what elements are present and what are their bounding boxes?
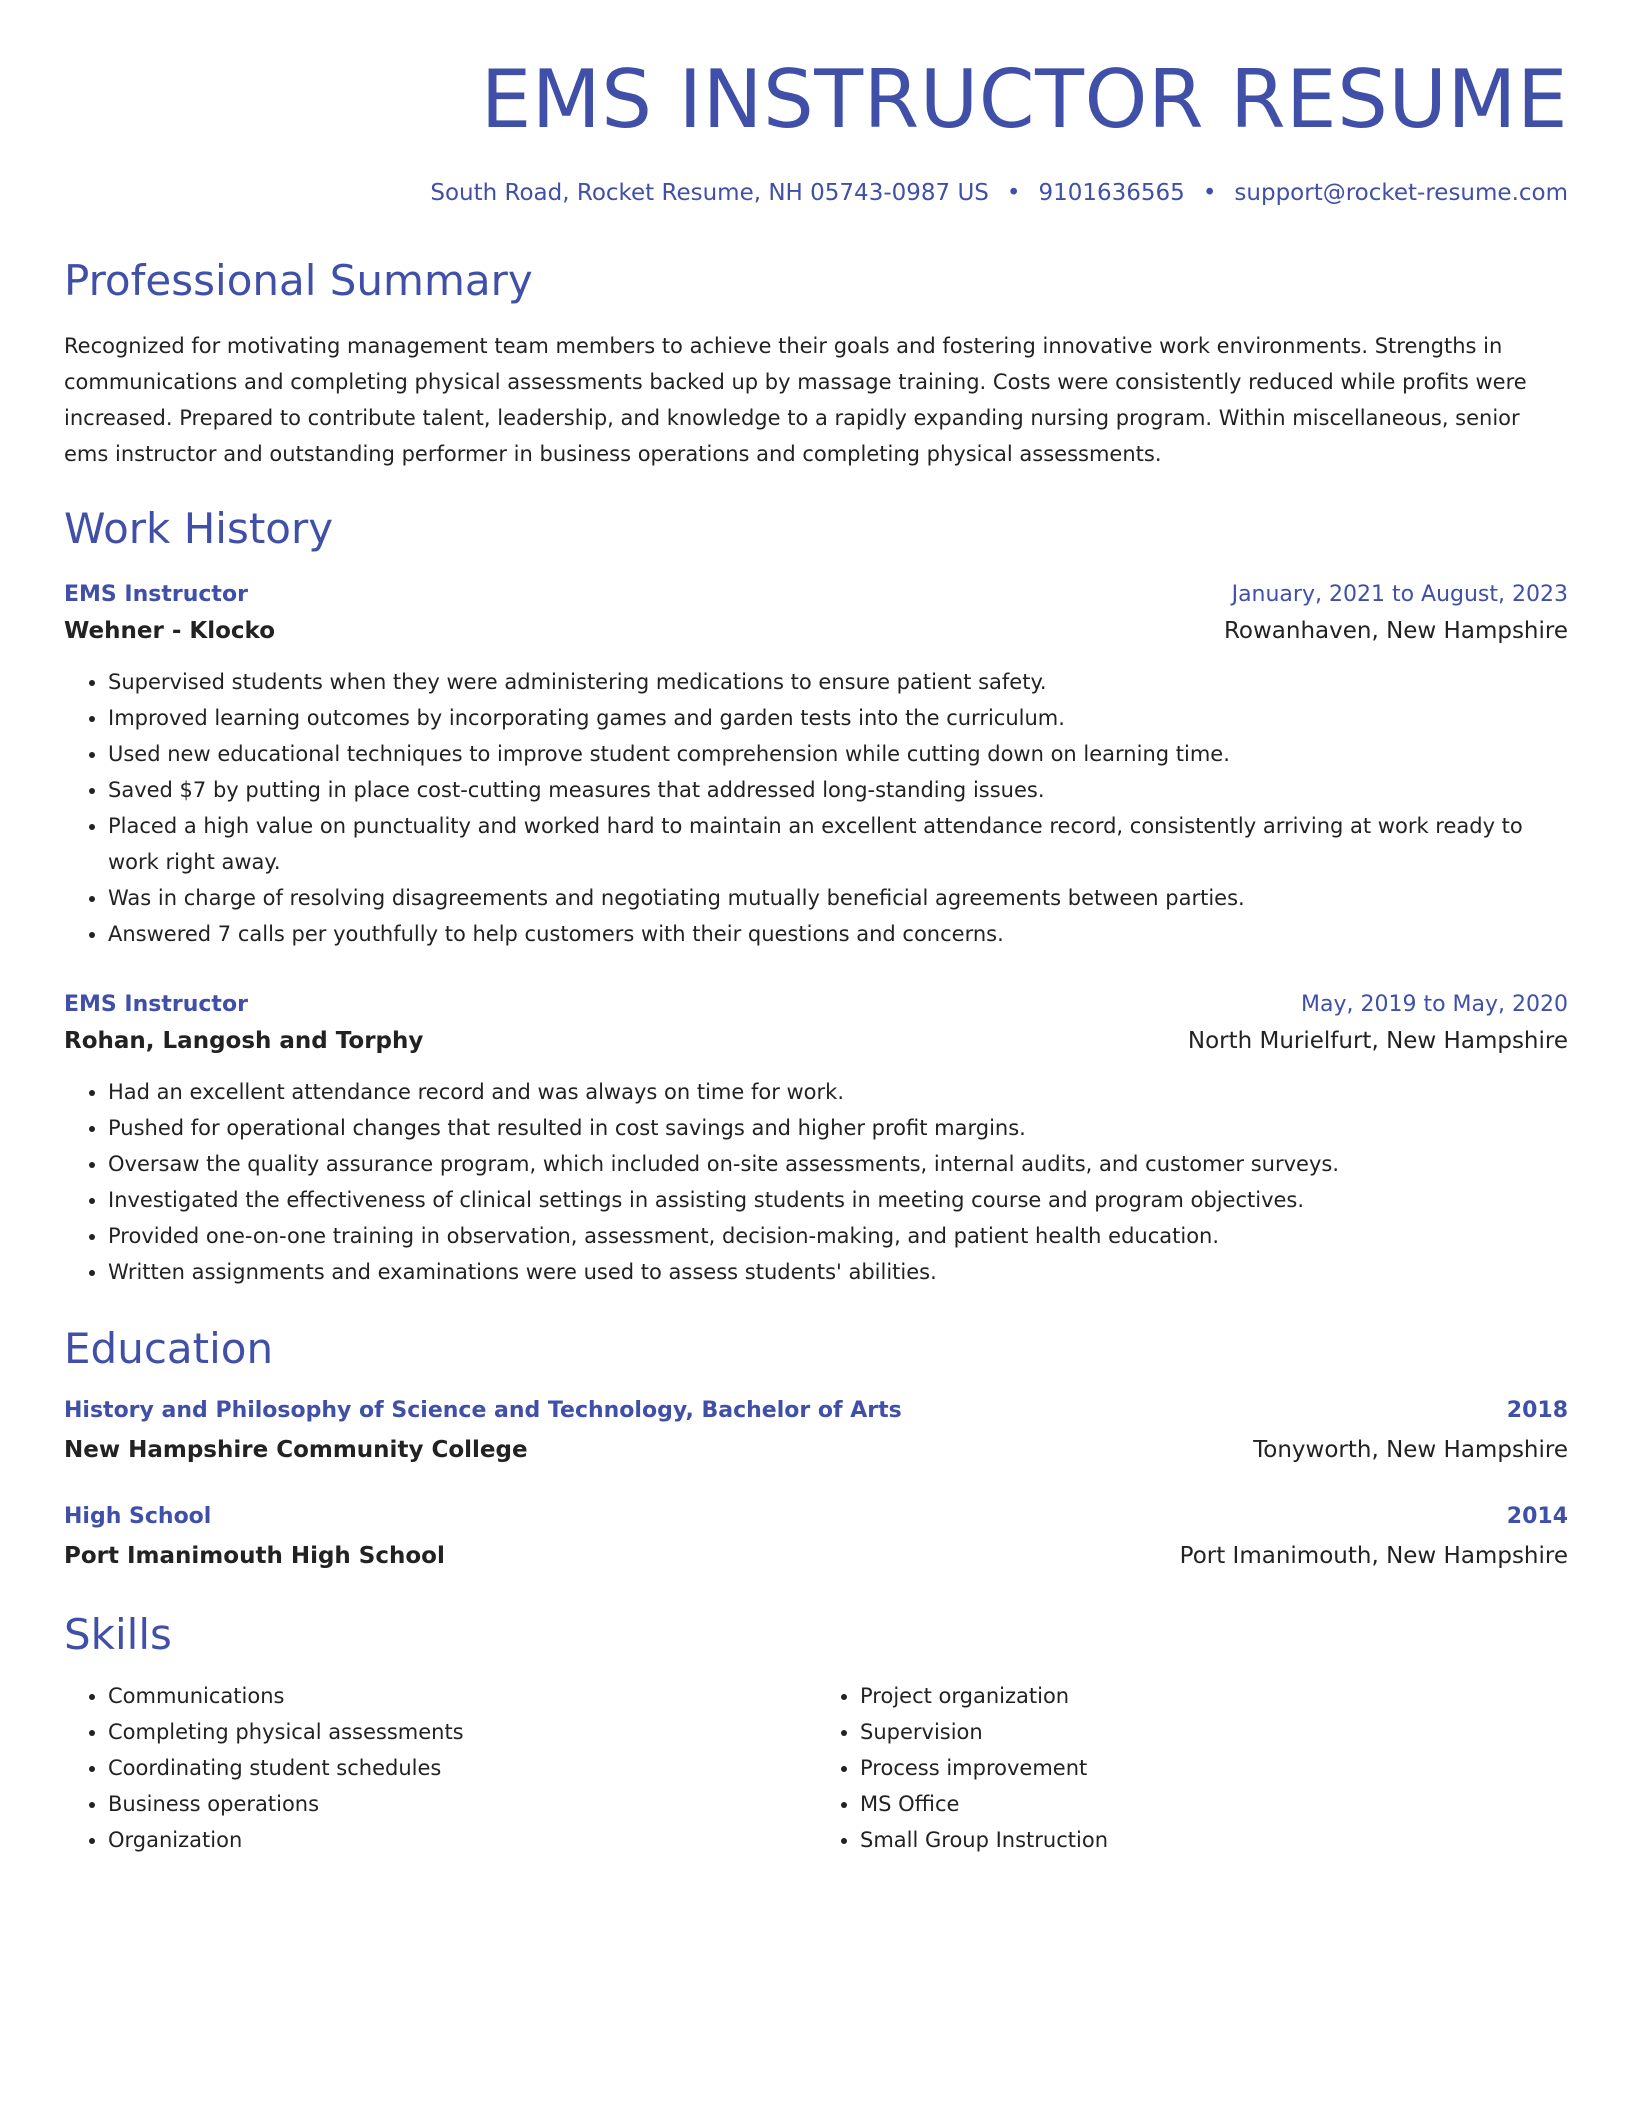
skill-item: • Organization	[108, 1822, 816, 1858]
skill-item: • Coordinating student schedules	[108, 1750, 816, 1786]
job-bullet: • Answered 7 calls per youthfully to help customers with their questions and concerns.	[108, 916, 1568, 952]
job-role: EMS Instructor	[64, 992, 248, 1017]
skill-item: • MS Office	[860, 1786, 1568, 1822]
job-bullet: • Improved learning outcomes by incorporating games and garden tests into the curriculum.	[108, 700, 1568, 736]
contact-address: South Road, Rocket Resume, NH 05743-0987 US	[430, 180, 989, 206]
education-entry	[64, 1500, 1568, 1578]
job-bullet: • Was in charge of resolving disagreements and negotiating mutually beneficial agreements between parties.	[108, 880, 1568, 916]
skills-column-right	[816, 1678, 1568, 1858]
job-company: Rohan, Langosh and Torphy	[64, 1028, 424, 1054]
job-header-row	[64, 578, 1568, 612]
skills-list	[64, 1678, 816, 1858]
work-history-heading: Work History	[64, 504, 334, 553]
education-degree: High School	[64, 1504, 212, 1529]
education-entry	[64, 1394, 1568, 1472]
job-dates: May, 2019 to May, 2020	[1301, 992, 1568, 1017]
education-degree: History and Philosophy of Science and Technology, Bachelor of Arts	[64, 1398, 902, 1423]
job-bullet: • Saved $7 by putting in place cost-cutting measures that addressed long-standing issues.	[108, 772, 1568, 808]
summary-heading: Professional Summary	[64, 256, 533, 305]
job-bullet: • Used new educational techniques to improve student comprehension while cutting down on learning time.	[108, 736, 1568, 772]
education-location: Tonyworth, New Hampshire	[1253, 1437, 1568, 1463]
skill-item: • Supervision	[860, 1714, 1568, 1750]
job-role: EMS Instructor	[64, 582, 248, 607]
education-header-row	[64, 1500, 1568, 1534]
skills-grid	[64, 1678, 1568, 1858]
education-school-row	[64, 1428, 1568, 1472]
education-header-row	[64, 1394, 1568, 1428]
job-company: Wehner - Klocko	[64, 618, 276, 644]
job-bullet: • Had an excellent attendance record and was always on time for work.	[108, 1074, 1568, 1110]
job-bullet: • Oversaw the quality assurance program, which included on-site assessments, internal audits, and customer surveys.	[108, 1146, 1568, 1182]
skill-item: • Small Group Instruction	[860, 1822, 1568, 1858]
education-school: New Hampshire Community College	[64, 1437, 528, 1463]
contact-separator: •	[1202, 180, 1217, 206]
job-bullet: • Pushed for operational changes that resulted in cost savings and higher profit margins.	[108, 1110, 1568, 1146]
skill-item: • Process improvement	[860, 1750, 1568, 1786]
job-entry	[64, 988, 1568, 1290]
education-year: 2018	[1506, 1398, 1568, 1423]
job-dates: January, 2021 to August, 2023	[1231, 582, 1568, 607]
job-bullet: • Written assignments and examinations were used to assess students' abilities.	[108, 1254, 1568, 1290]
job-bullet: • Investigated the effectiveness of clinical settings in assisting students in meeting course and program objectives.	[108, 1182, 1568, 1218]
skill-item: • Communications	[108, 1678, 816, 1714]
skills-heading: Skills	[64, 1610, 172, 1659]
skill-item: • Project organization	[860, 1678, 1568, 1714]
job-company-row	[64, 612, 1568, 650]
skill-item: • Completing physical assessments	[108, 1714, 816, 1750]
resume-title: EMS INSTRUCTOR RESUME	[480, 53, 1568, 146]
contact-email: support@rocket-resume.com	[1234, 180, 1568, 206]
job-bullets	[64, 664, 1568, 952]
job-entry	[64, 578, 1568, 952]
skills-column-left	[64, 1678, 816, 1858]
summary-text: Recognized for motivating management team members to achieve their goals and fostering innovative work environments. Strengths in communications and completing physical assessments backed up by massage training. Costs were consistently reduced while profits were increased. Prepared to contribute talent, leadership, and knowledge to a rapidly expanding nursing program. Within miscellaneous, senior ems instructor and outstanding performer in business operations and completing physical assessments.	[64, 334, 1527, 466]
job-bullet: • Placed a high value on punctuality and worked hard to maintain an excellent attendance record, consistently arriving at work ready to work right away.	[108, 808, 1568, 880]
job-location: Rowanhaven, New Hampshire	[1223, 618, 1568, 644]
job-bullet: • Provided one-on-one training in observation, assessment, decision-making, and patient health education.	[108, 1218, 1568, 1254]
job-header-row	[64, 988, 1568, 1022]
job-company-row	[64, 1022, 1568, 1060]
education-heading: Education	[64, 1324, 274, 1373]
contact-separator: •	[1006, 180, 1021, 206]
education-school-row	[64, 1534, 1568, 1578]
contact-phone: 9101636565	[1038, 180, 1185, 206]
education-year: 2014	[1506, 1504, 1568, 1529]
job-location: North Murielfurt, New Hampshire	[1187, 1028, 1568, 1054]
job-bullets	[64, 1074, 1568, 1290]
contact-line	[64, 178, 1568, 208]
education-location: Port Imanimouth, New Hampshire	[1179, 1543, 1568, 1569]
skill-item: • Business operations	[108, 1786, 816, 1822]
education-school: Port Imanimouth High School	[64, 1543, 445, 1569]
skills-list	[816, 1678, 1568, 1858]
job-bullet: • Supervised students when they were administering medications to ensure patient safety.	[108, 664, 1568, 700]
